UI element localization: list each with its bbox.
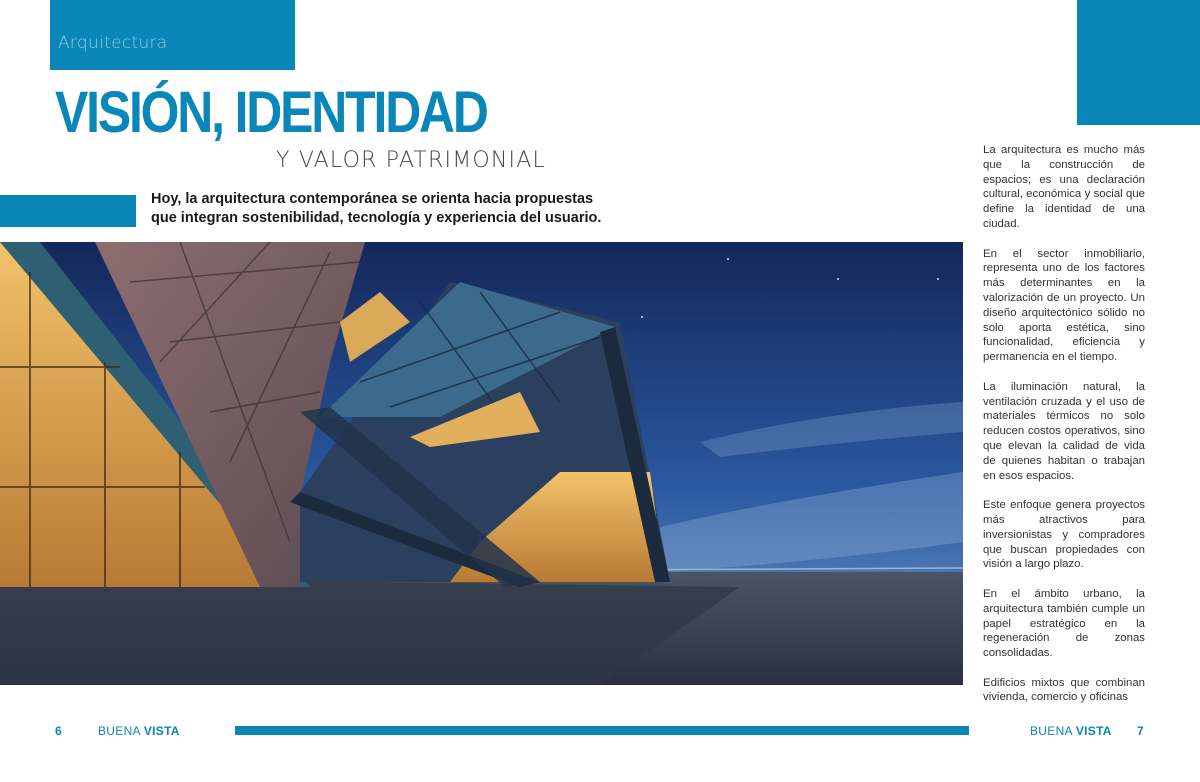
body-paragraph: En el ámbito urbano, la arquitectura también cumple un papel estratégico en la regeneración de zonas consolidadas.	[983, 587, 1145, 660]
body-paragraph: La arquitectura es mucho más que la construcción de espacios; es una declaración cultural, económica y social que define la identidad de una ciudad.	[983, 144, 1145, 230]
body-paragraph: Edificios mixtos que combinan vivienda, comercio y oficinas	[983, 676, 1145, 704]
section-label: Arquitectura	[58, 33, 168, 53]
body-paragraph: La iluminación natural, la ventilación cruzada y el uso de materiales térmicos no solo reducen costos operativos, sino que elevan la calidad de vida de quienes habitan o trabajan en esos espacios.	[983, 380, 1145, 482]
lead-accent-bar	[0, 195, 136, 227]
corner-accent-block	[1077, 0, 1200, 125]
architecture-photo	[0, 242, 963, 685]
brand-light: BUENA	[1030, 724, 1073, 738]
brand-light: BUENA	[98, 724, 141, 738]
brand-bold: VISTA	[143, 724, 180, 738]
right-page-number: 7	[1137, 724, 1144, 738]
page-subtitle: Y VALOR PATRIMONIAL	[276, 148, 546, 173]
page-title: VISIÓN, IDENTIDAD	[55, 80, 487, 145]
right-footer-brand	[1030, 724, 1112, 738]
brand-bold: VISTA	[1075, 724, 1112, 738]
left-footer-brand	[98, 724, 180, 738]
body-paragraph: En el sector inmobiliario, representa uno de los factores más determinantes en la valorización de un proyecto. Un diseño arquitectónico sólido no solo aporta estética, sino funcionalidad, eficiencia y permanencia en el tiempo.	[983, 247, 1145, 364]
footer-rule	[235, 726, 969, 735]
lead-paragraph: Hoy, la arquitectura contemporánea se orienta hacia propuestas que integran sostenibilidad, tecnología y experiencia del usuario.	[151, 191, 602, 226]
body-text-column	[983, 143, 1145, 720]
section-tag	[50, 0, 295, 70]
body-paragraph: Este enfoque genera proyectos más atractivos para inversionistas y compradores que buscan propiedades con visión a largo plazo.	[983, 499, 1145, 571]
left-page-number: 6	[55, 724, 62, 738]
